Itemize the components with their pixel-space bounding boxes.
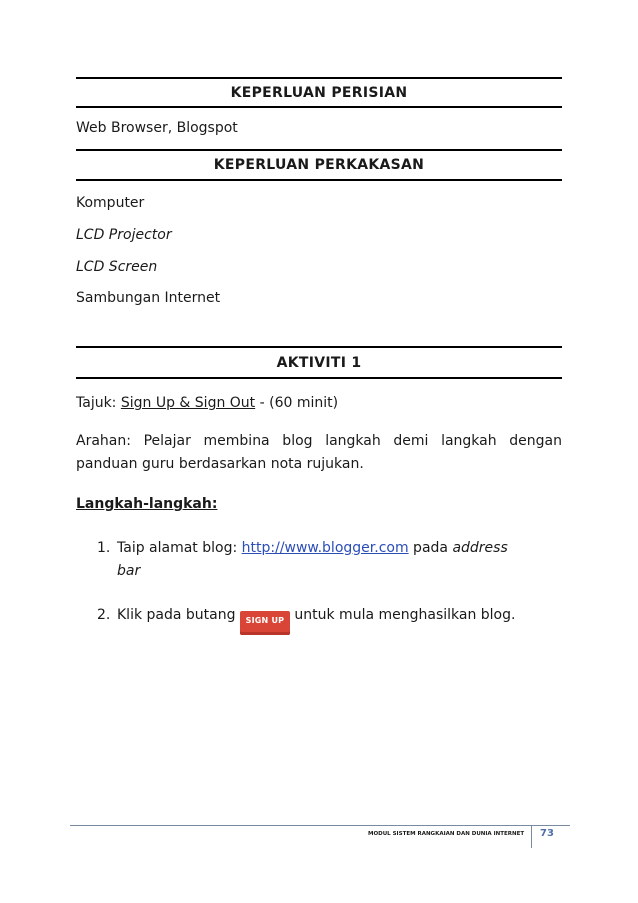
- step-2-text: [117, 607, 515, 635]
- page-number: 73: [540, 828, 554, 839]
- step-1-number: 1.: [97, 540, 111, 556]
- step-2-number: 2.: [97, 607, 111, 623]
- steps-heading-text: Langkah-langkah:: [76, 496, 218, 512]
- hardware-item-internet: Sambungan Internet: [76, 290, 221, 306]
- step-1-middle: pada: [408, 540, 453, 556]
- step-1-prefix: Taip alamat blog:: [117, 540, 242, 556]
- footer-divider: [531, 826, 532, 848]
- blogger-link[interactable]: http://www.blogger.com: [241, 540, 409, 556]
- activity-title-suffix: - (60 minit): [255, 395, 339, 411]
- software-item: Web Browser, Blogspot: [76, 120, 238, 136]
- activity-title-label: Tajuk:: [76, 395, 121, 411]
- rule-hardware-bottom: [76, 179, 562, 181]
- step-1-italic-line2: bar: [117, 563, 141, 579]
- step-2-suffix: untuk mula menghasilkan blog.: [289, 607, 516, 623]
- rule-activity-bottom: [76, 377, 562, 379]
- hardware-item-komputer: Komputer: [76, 195, 145, 211]
- rule-software-bottom: [76, 106, 562, 108]
- activity-instruction: Arahan: Pelajar membina blog langkah demi langkah dengan panduan guru berdasarkan nota rujukan.: [76, 433, 562, 472]
- activity-title: [76, 395, 338, 411]
- rule-software-top: [76, 77, 562, 79]
- step-1-text: [117, 540, 508, 556]
- rule-activity-top: [76, 346, 562, 348]
- steps-heading: [76, 496, 217, 512]
- step-1-italic: address: [452, 540, 508, 556]
- step-2-prefix: Klik pada butang: [117, 607, 240, 623]
- footer-rule: [70, 825, 570, 826]
- hardware-item-lcd-screen: LCD Screen: [76, 259, 158, 275]
- heading-software: KEPERLUAN PERISIAN: [230, 85, 408, 101]
- heading-hardware: KEPERLUAN PERKAKASAN: [213, 157, 425, 173]
- footer-module-title: MODUL SISTEM RANGKAIAN DAN DUNIA INTERNET: [368, 831, 525, 837]
- hardware-item-lcd-projector: LCD Projector: [76, 227, 172, 243]
- signup-button[interactable]: SIGN UP: [240, 611, 290, 635]
- activity-title-value: Sign Up & Sign Out: [120, 395, 256, 411]
- heading-activity: AKTIVITI 1: [276, 355, 362, 371]
- rule-hardware-top: [76, 149, 562, 151]
